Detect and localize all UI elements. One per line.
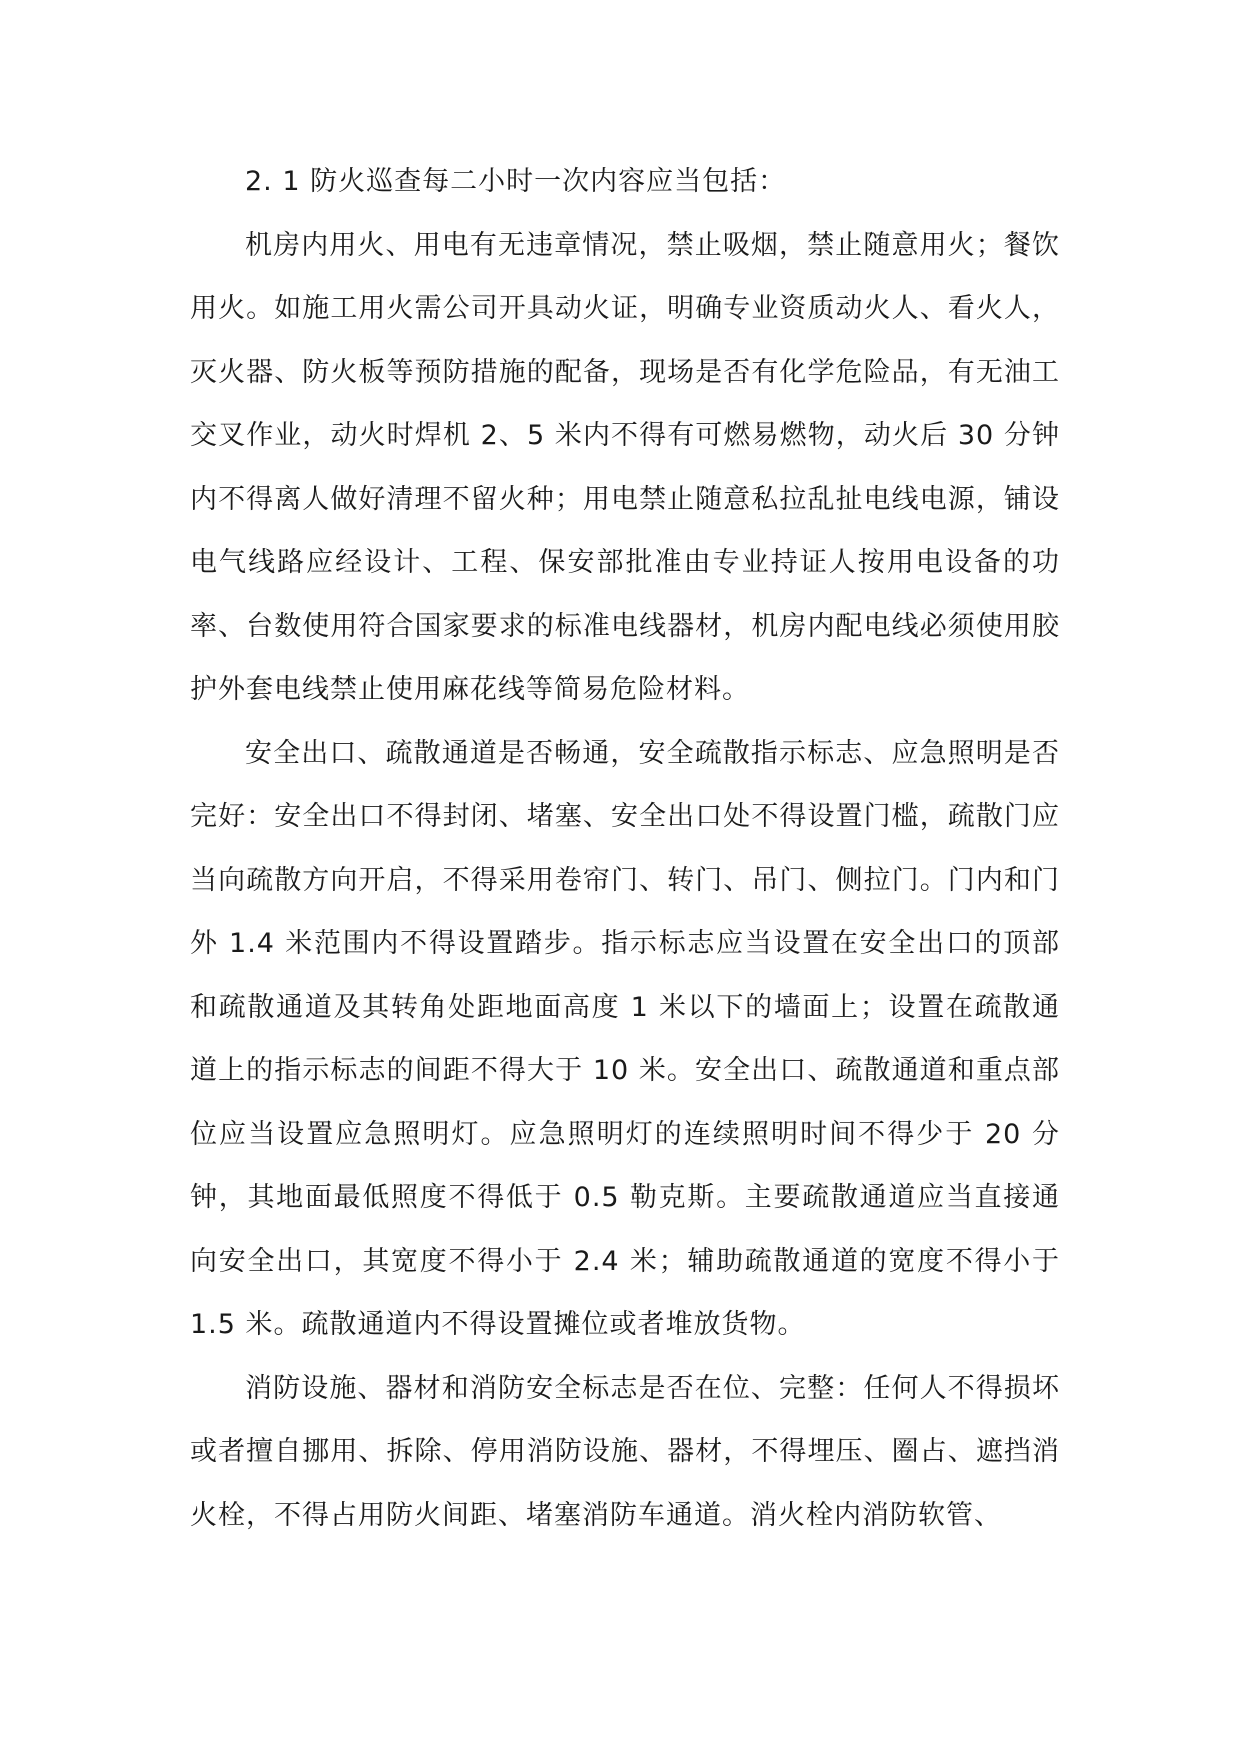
- paragraph-fire-usage: 机房内用火、用电有无违章情况，禁止吸烟，禁止随意用火；餐饮用火。如施工用火需公司开具动火证，明确专业资质动火人、看火人，灭火器、防火板等预防措施的配备，现场是否有化学危险品，有无油工交叉作业，动火时焊机 2、5 米内不得有可燃易燃物，动火后 30 分钟内不得离人做好清理不留火种；用电禁止随意私拉乱扯电线电源，铺设电气线路应经设计、工程、保安部批准由专业持证人按用电设备的功率、台数使用符合国家要求的标准电线器材，机房内配电线必须使用胶护外套电线禁止使用麻花线等简易危险材料。: [190, 229, 1060, 705]
- document-body: [190, 150, 1060, 1547]
- section-heading: 2. 1 防火巡查每二小时一次内容应当包括：: [245, 166, 787, 197]
- paragraph-evacuation: 安全出口、疏散通道是否畅通，安全疏散指示标志、应急照明是否完好：安全出口不得封闭、堵塞、安全出口处不得设置门槛，疏散门应当向疏散方向开启，不得采用卷帘门、转门、吊门、侧拉门。门内和门外 1.4 米范围内不得设置踏步。指示标志应当设置在安全出口的顶部和疏散通道及其转角处距地面高度 1 米以下的墙面上；设置在疏散通道上的指示标志的间距不得大于 10 米。安全出口、疏散通道和重点部位应当设置应急照明灯。应急照明灯的连续照明时间不得少于 20 分钟，其地面最低照度不得低于 0.5 勒克斯。主要疏散通道应当直接通向安全出口，其宽度不得小于 2.4 米；辅助疏散通道的宽度不得小于 1.5 米。疏散通道内不得设置摊位或者堆放货物。: [190, 737, 1060, 1340]
- paragraph-fire-equipment: 消防设施、器材和消防安全标志是否在位、完整：任何人不得损坏或者擅自挪用、拆除、停用消防设施、器材，不得埋压、圈占、遮挡消火栓，不得占用防火间距、堵塞消防车通道。消火栓内消防软管、: [190, 1372, 1060, 1531]
